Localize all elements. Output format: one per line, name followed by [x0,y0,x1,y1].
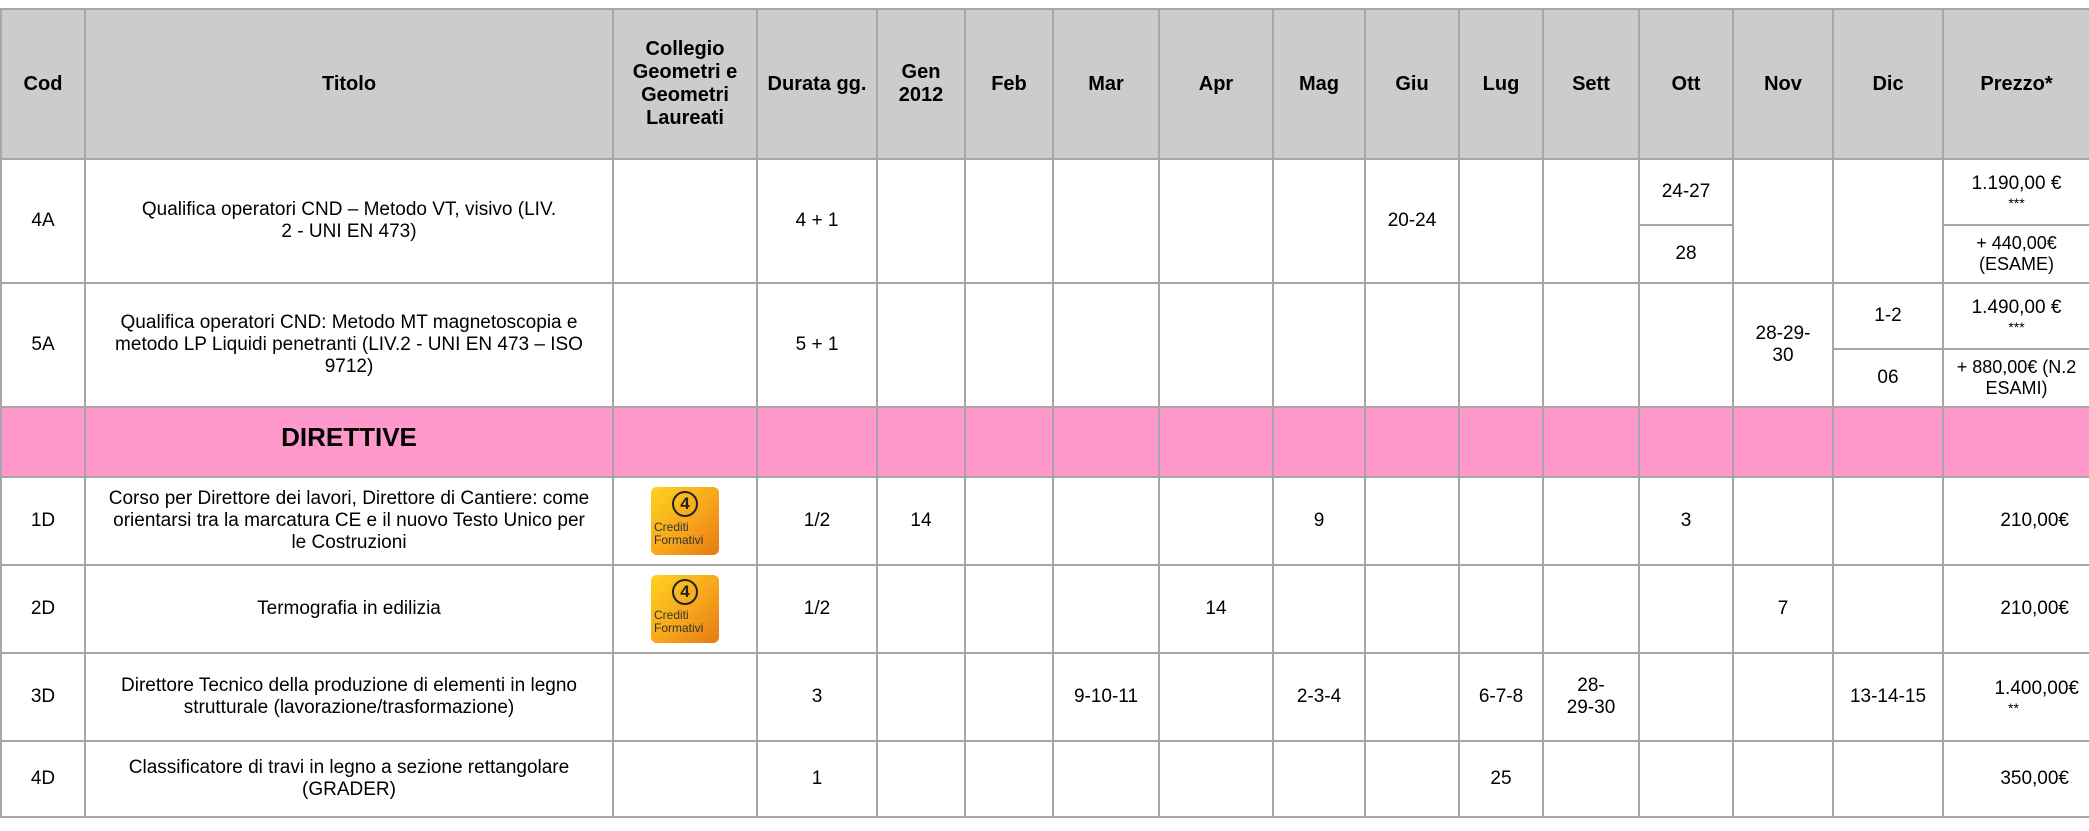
cell-ott: 3 [1639,477,1733,565]
cell-ott [1639,565,1733,653]
cell-prezzo: 210,00€ [1943,565,2089,653]
cell-gen [877,565,965,653]
cell-mag: 2-3-4 [1273,653,1365,741]
cell-feb [965,477,1053,565]
cell-mar [1053,477,1159,565]
cell-mar [1053,159,1159,283]
header-row [1,9,2089,159]
cell-durata: 5 + 1 [757,283,877,407]
cell-titolo: Qualifica operatori CND – Metodo VT, visivo (LIV. 2 - UNI EN 473) [85,159,613,283]
cell-giu [1365,283,1459,407]
cell-dic [1833,477,1943,565]
cell-mar: 9-10-11 [1053,653,1159,741]
cell-giu [1365,477,1459,565]
cell-collegio [613,565,757,653]
cell-nov: 28-29-30 [1733,283,1833,407]
cell-nov [1733,741,1833,817]
cell-ott [1639,653,1733,741]
cell-mag [1273,565,1365,653]
cell-prezzo: 210,00€ [1943,477,2089,565]
cell-apr [1159,741,1273,817]
cell-collegio [613,741,757,817]
cell-prezzo [1943,653,2089,741]
header-collegio: Collegio Geometri e Geometri Laureati [613,9,757,159]
header-lug: Lug [1459,9,1543,159]
price-value: 1.190,00 € [1971,173,2062,195]
cell-titolo: Classificatore di travi in legno a sezione rettangolare (GRADER) [85,741,613,817]
table-row [1,477,2089,565]
cell-titolo: Direttore Tecnico della produzione di elementi in legno strutturale (lavorazione/trasformazione) [85,653,613,741]
price-value: 1.400,00€ [1994,678,2079,700]
cell-apr [1159,653,1273,741]
cell-titolo: Termografia in edilizia [85,565,613,653]
cell-dic [1833,565,1943,653]
cell-durata: 1 [757,741,877,817]
cell-dic [1833,741,1943,817]
header-titolo: Titolo [85,9,613,159]
cell-sett: 28-29-30 [1543,653,1639,741]
cell-mag [1273,741,1365,817]
price-note: ** [2008,699,2019,716]
table-row [1,283,2089,349]
cell-gen [877,283,965,407]
cell-durata: 1/2 [757,477,877,565]
cell-titolo: Corso per Direttore dei lavori, Direttore di Cantiere: come orientarsi tra la marcatura CE e il nuovo Testo Unico per le Costruzioni [85,477,613,565]
cell-cod: 4D [1,741,85,817]
course-schedule-table [0,8,2089,818]
cell-durata: 1/2 [757,565,877,653]
header-feb: Feb [965,9,1053,159]
header-mag: Mag [1273,9,1365,159]
cell-prezzo [1943,159,2089,225]
header-nov: Nov [1733,9,1833,159]
cell-durata: 3 [757,653,877,741]
cell-sett [1543,741,1639,817]
cell-cod: 5A [1,283,85,407]
cell-gen: 14 [877,477,965,565]
cell-ott: 24-27 [1639,159,1733,225]
cell-giu [1365,653,1459,741]
table-row [1,653,2089,741]
cell-apr [1159,283,1273,407]
cell-sett [1543,283,1639,407]
header-dic: Dic [1833,9,1943,159]
cell-gen [877,741,965,817]
cell-sett [1543,565,1639,653]
cell-mag [1273,159,1365,283]
cell-durata: 4 + 1 [757,159,877,283]
price-note: *** [2008,318,2025,335]
header-apr: Apr [1159,9,1273,159]
crediti-formativi-badge-icon: 4 Crediti Formativi [651,487,719,555]
cell-feb [965,565,1053,653]
cell-apr [1159,477,1273,565]
header-gen: Gen 2012 [877,9,965,159]
cell-lug [1459,159,1543,283]
price-note: *** [2008,194,2025,211]
cell-ott [1639,741,1733,817]
cell-collegio [613,477,757,565]
cell-cod: 1D [1,477,85,565]
table-row [1,565,2089,653]
cell-prezzo: 350,00€ [1943,741,2089,817]
cell-feb [965,653,1053,741]
cell-collegio [613,653,757,741]
cell-cod: 4A [1,159,85,283]
cell-sett [1543,159,1639,283]
cell-mar [1053,565,1159,653]
header-durata: Durata gg. [757,9,877,159]
header-mar: Mar [1053,9,1159,159]
cell-lug [1459,283,1543,407]
cell-dic: 13-14-15 [1833,653,1943,741]
cell-lug: 25 [1459,741,1543,817]
cell-feb [965,741,1053,817]
cell-giu: 20-24 [1365,159,1459,283]
section-title: DIRETTIVE [85,407,613,477]
cell-lug [1459,477,1543,565]
header-sett: Sett [1543,9,1639,159]
cell-nov [1733,159,1833,283]
cell-collegio [613,283,757,407]
cell-mar [1053,741,1159,817]
cell-apr [1159,159,1273,283]
cell-cod: 3D [1,653,85,741]
crediti-formativi-badge-icon: 4 Crediti Formativi [651,575,719,643]
table-row [1,741,2089,817]
cell-nov [1733,653,1833,741]
cell-prezzo [1943,283,2089,349]
cell-sett [1543,477,1639,565]
cell-titolo: Qualifica operatori CND: Metodo MT magnetoscopia e metodo LP Liquidi penetranti (LIV.2 - UNI EN 473 – ISO 9712) [85,283,613,407]
cell-giu [1365,741,1459,817]
cell-gen [877,653,965,741]
header-ott: Ott [1639,9,1733,159]
cell-dic: 06 [1833,349,1943,407]
cell-prezzo-exam: + 440,00€ (ESAME) [1943,225,2089,283]
price-value: 1.490,00 € [1971,297,2062,319]
cell-apr: 14 [1159,565,1273,653]
header-cod: Cod [1,9,85,159]
header-prezzo: Prezzo* [1943,9,2089,159]
cell-feb [965,159,1053,283]
cell-ott: 28 [1639,225,1733,283]
cell-lug: 6-7-8 [1459,653,1543,741]
header-giu: Giu [1365,9,1459,159]
cell-dic [1833,159,1943,283]
cell-lug [1459,565,1543,653]
cell-giu [1365,565,1459,653]
cell-prezzo-exam: + 880,00€ (N.2 ESAMI) [1943,349,2089,407]
cell-collegio [613,159,757,283]
cell-mag: 9 [1273,477,1365,565]
cell-dic: 1-2 [1833,283,1943,349]
section-row [1,407,2089,477]
table-row [1,159,2089,225]
cell-nov [1733,477,1833,565]
cell-cod: 2D [1,565,85,653]
cell-mar [1053,283,1159,407]
cell-feb [965,283,1053,407]
cell-gen [877,159,965,283]
cell-ott [1639,283,1733,407]
cell-nov: 7 [1733,565,1833,653]
cell-mag [1273,283,1365,407]
